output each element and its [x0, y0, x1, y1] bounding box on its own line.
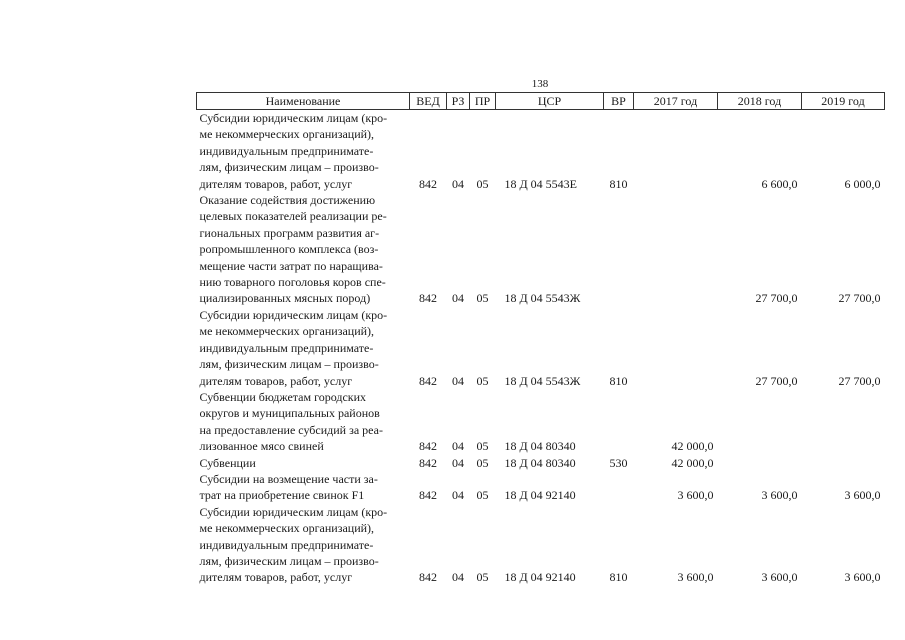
row-2018 — [718, 389, 802, 455]
row-ved: 842 — [419, 176, 437, 191]
row-2019 — [802, 389, 885, 455]
row-2019: 27 700,0 — [838, 291, 881, 306]
row-pr: 05 — [476, 488, 489, 503]
row-csr: 18 Д 04 92140 — [504, 570, 576, 585]
row-2017 — [634, 110, 718, 193]
header-ved: ВЕД — [410, 93, 447, 110]
header-2019: 2019 год — [802, 93, 885, 110]
table-row — [197, 192, 885, 307]
row-pr: 05 — [476, 455, 489, 470]
row-csr: 18 Д 04 80340 — [504, 455, 576, 470]
row-2017 — [634, 192, 718, 307]
row-rz: 04 — [452, 439, 464, 454]
row-2018 — [718, 455, 802, 471]
row-name: Субсидии юридическим лицам (кро- ме некоммерческих организаций), индивидуальным предпринимате- лям, физическим лицам – произво- дителям товаров, работ, услуг — [199, 504, 388, 585]
header-rz: РЗ — [447, 93, 470, 110]
row-name: Субвенции бюджетам городских округов и муниципальных районов на предоставление субсидий за реа- лизованное мясо свиней — [199, 389, 383, 454]
row-2019: 3 600,0 — [844, 488, 881, 503]
row-2018: 27 700,0 — [755, 291, 798, 306]
row-pr: 05 — [476, 176, 489, 191]
table-row — [197, 307, 885, 389]
table-row — [197, 110, 885, 193]
row-2018: 3 600,0 — [761, 570, 798, 585]
row-vr — [604, 192, 634, 307]
row-2017: 42 000,0 — [671, 439, 714, 454]
row-2018: 27 700,0 — [755, 373, 798, 388]
row-csr: 18 Д 04 80340 — [504, 439, 576, 454]
row-2019: 6 000,0 — [844, 176, 881, 191]
row-ved: 842 — [419, 570, 437, 585]
row-2018: 3 600,0 — [761, 488, 798, 503]
row-name: Субвенции — [199, 455, 256, 470]
row-pr: 05 — [476, 291, 489, 306]
row-ved: 842 — [419, 439, 437, 454]
table-row — [197, 504, 885, 586]
table-header-row — [197, 93, 885, 110]
header-vr: ВР — [604, 93, 634, 110]
row-ved: 842 — [419, 291, 437, 306]
row-rz: 04 — [452, 291, 464, 306]
header-csr: ЦСР — [496, 93, 604, 110]
header-2017: 2017 год — [634, 93, 718, 110]
table-row — [197, 389, 885, 455]
header-pr: ПР — [470, 93, 496, 110]
row-vr: 810 — [609, 373, 628, 388]
row-pr: 05 — [476, 373, 489, 388]
row-csr: 18 Д 04 5543Е — [504, 176, 578, 191]
row-vr: 810 — [609, 570, 628, 585]
budget-table — [196, 92, 885, 586]
row-vr: 810 — [609, 176, 628, 191]
row-2019: 3 600,0 — [844, 570, 881, 585]
row-rz: 04 — [452, 373, 464, 388]
row-rz: 04 — [452, 570, 464, 585]
row-ved: 842 — [419, 373, 437, 388]
row-2017: 42 000,0 — [671, 455, 714, 470]
row-name: Субсидии юридическим лицам (кро- ме некоммерческих организаций), индивидуальным предпринимате- лям, физическим лицам – произво- дителям товаров, работ, услуг — [199, 111, 388, 191]
row-pr: 05 — [476, 439, 489, 454]
header-name: Наименование — [197, 93, 410, 110]
row-2017: 3 600,0 — [677, 570, 714, 585]
table-row — [197, 471, 885, 504]
row-name: Оказание содействия достижению целевых показателей реализации ре- гиональных программ развития аг- ропромышленного комплекса (воз- мещение части затрат по наращива- нию товарного поголовья коров спе- циализированных мясных пород) — [199, 193, 387, 306]
row-2017: 3 600,0 — [677, 488, 714, 503]
row-csr: 18 Д 04 92140 — [504, 488, 576, 503]
row-rz: 04 — [452, 455, 464, 470]
row-rz: 04 — [452, 176, 464, 191]
page-number: 138 — [531, 78, 549, 90]
row-rz: 04 — [452, 488, 464, 503]
row-2019 — [802, 455, 885, 471]
row-pr: 05 — [476, 570, 489, 585]
row-vr — [604, 389, 634, 455]
table-row — [197, 455, 885, 471]
row-2017 — [634, 307, 718, 389]
row-name: Субсидии юридическим лицам (кро- ме некоммерческих организаций), индивидуальным предпринимате- лям, физическим лицам – произво- дителям товаров, работ, услуг — [199, 307, 388, 388]
row-name: Субсидии на возмещение части за- трат на приобретение свинок F1 — [199, 471, 378, 503]
header-2018: 2018 год — [718, 93, 802, 110]
row-vr — [604, 471, 634, 504]
row-ved: 842 — [419, 455, 437, 470]
row-ved: 842 — [419, 488, 437, 503]
row-vr: 530 — [609, 455, 628, 470]
row-csr: 18 Д 04 5543Ж — [504, 373, 581, 388]
row-2019: 27 700,0 — [838, 373, 881, 388]
row-2018: 6 600,0 — [761, 176, 798, 191]
row-csr: 18 Д 04 5543Ж — [504, 291, 581, 306]
